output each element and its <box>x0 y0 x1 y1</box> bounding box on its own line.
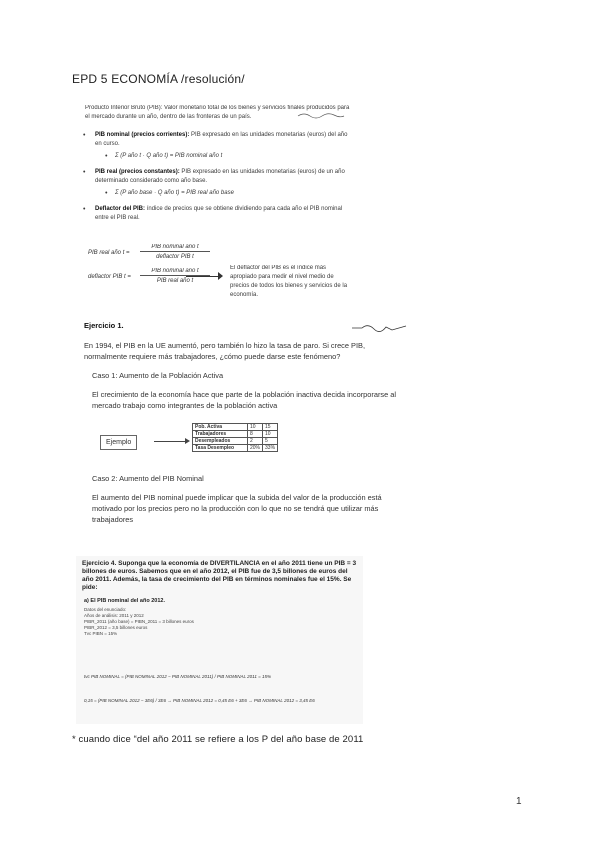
deflactor-note: El deflactor del PIB es el índice más apropiado para medir el nivel medio de precios de todos los bienes y servicios de la economía. <box>230 265 348 298</box>
data-line: Datos del enunciado: <box>84 607 127 612</box>
exercise1-title: Ejercicio 1. <box>84 321 124 330</box>
exercise-1 <box>84 320 406 535</box>
arrow-line <box>186 276 220 277</box>
formula2-left: deflactor PIB t = <box>88 274 131 280</box>
exercise4-formula-a: tvc PIB NOMINAL = (PIB NOMINAL 2012 − PIB NOMINAL 2011) / PIB NOMINAL 2011 = 15% <box>84 674 271 679</box>
formula1-numerator: PIB nominal año t <box>151 244 199 250</box>
table-row <box>193 431 278 438</box>
table-row <box>193 424 278 431</box>
deflactor-item <box>85 205 355 223</box>
exercise1-case2-text: El aumento del PIB nominal puede implicar que la subida del valor de la producción está motivado por los precios pero no la producción con lo que no se tendrá que utilizar más trabajadores <box>92 493 382 524</box>
table-cell: 8 <box>248 431 263 438</box>
deflactor-title: Deflactor del PIB: <box>95 206 146 212</box>
formula2-numerator: PIB nominal año t <box>151 268 199 274</box>
table-row <box>193 445 278 452</box>
unemployment-table <box>192 423 278 452</box>
exercise1-question: En 1994, el PIB en la UE aumentó, pero también lo hizo la tasa de paro. Si crece PIB, normalmente requiere más trabajadores, ¿cómo puede darse este fenómeno? <box>84 341 366 361</box>
footnote: * cuando dice “del año 2011 se refiere a los P del año base de 2011 <box>72 734 364 745</box>
table-cell: Trabajadores <box>193 431 248 438</box>
pib-intro: Producto Interior Bruto (PIB): Valor monetario total de los bienes y servicios finales producidos para el mercado durante un año, dentro de las fronteras de un país. <box>85 105 350 120</box>
table-cell: 15 <box>263 424 278 431</box>
example-block <box>92 421 406 465</box>
exercise1-case2: Caso 2: Aumento del PIB Nominal <box>92 474 204 483</box>
table-row <box>193 438 278 445</box>
arrow-head-icon <box>218 272 223 280</box>
page-title: EPD 5 ECONOMÍA /resolución/ <box>72 72 245 86</box>
pib-nominal-item <box>85 131 355 161</box>
pib-real-formula: • Σ (P año base · Q año t) = PIB real año base <box>95 189 355 198</box>
exercise4-title: Ejercicio 4. Suponga que la economía de DIVERTILANCIA en el año 2011 tiene un PIB = 3 billones de euros. Sabemos que en el año 2012, el PIB fue de 3,5 billones de euros del año 2011. Además, la tasa de crecimiento del PIB en términos nominales fue el 15%. Se pide: <box>82 560 357 591</box>
table-cell: 5 <box>263 438 278 445</box>
table-cell: 33% <box>263 445 278 452</box>
page-number: 1 <box>516 796 522 807</box>
table-cell: 10 <box>263 431 278 438</box>
data-line: Tvc PIBN = 15% <box>84 631 118 636</box>
exercise1-case1-text: El crecimiento de la economía hace que parte de la población inactiva decida incorporarse al mercado trabajo como integrantes de la población activa <box>92 390 397 410</box>
example-arrow-icon <box>185 438 190 444</box>
table-cell: Desempleados <box>193 438 248 445</box>
exercise-4 <box>76 556 363 724</box>
exercise4-part-a: a) El PIB nominal del año 2012. <box>84 598 165 604</box>
pib-nominal-formula: • Σ (P año t · Q año t) = PIB nominal año t <box>95 152 355 161</box>
exercise4-formula-b: 0,15 = (PIB NOMINAL 2012 − 3E6) / 3E6 → PIB NOMINAL 2012 = 0,45 E6 + 3E6 → PIB NOMINAL 2012 = 3,45 E6 <box>84 698 315 703</box>
example-arrow-line <box>154 441 186 442</box>
pib-nominal-title: PIB nominal (precios corrientes): <box>95 132 190 138</box>
table-cell: 20% <box>248 445 263 452</box>
data-line: PIBR_2011 (año base) = PIBN_2011 = 3 billones euros <box>84 619 194 624</box>
table-cell: Pob. Activa <box>193 424 248 431</box>
pib-definitions <box>85 104 355 230</box>
data-line: Años de análisis: 2011 y 2012 <box>84 613 144 618</box>
formula1-denominator: deflactor PIB t <box>156 254 194 260</box>
table-cell: Tasa Desempleo <box>193 445 248 452</box>
pib-real-item <box>85 168 355 198</box>
formula1-left: PIB real año t = <box>88 250 130 256</box>
exercise1-case1: Caso 1: Aumento de la Población Activa <box>92 371 224 380</box>
table-cell: 10 <box>248 424 263 431</box>
example-label: Ejemplo <box>100 435 137 450</box>
pib-real-text: PIB expresado en las unidades monetarias (euros) de un año determinado considerado como año base. <box>95 169 345 184</box>
pib-nominal-text: PIB expresado en las unidades monetarias (euros) del año en curso. <box>95 132 348 147</box>
table-cell: 2 <box>248 438 263 445</box>
exercise4-data <box>76 604 363 637</box>
data-line: PIBR_2012 = 3,5 billones euros <box>84 625 148 630</box>
deflactor-text: índice de precios que se obtiene dividiendo para cada año el PIB nominal entre el PIB real. <box>95 206 343 221</box>
formula2-denominator: PIB real año t <box>156 278 194 284</box>
pib-real-title: PIB real (precios constantes): <box>95 169 180 175</box>
